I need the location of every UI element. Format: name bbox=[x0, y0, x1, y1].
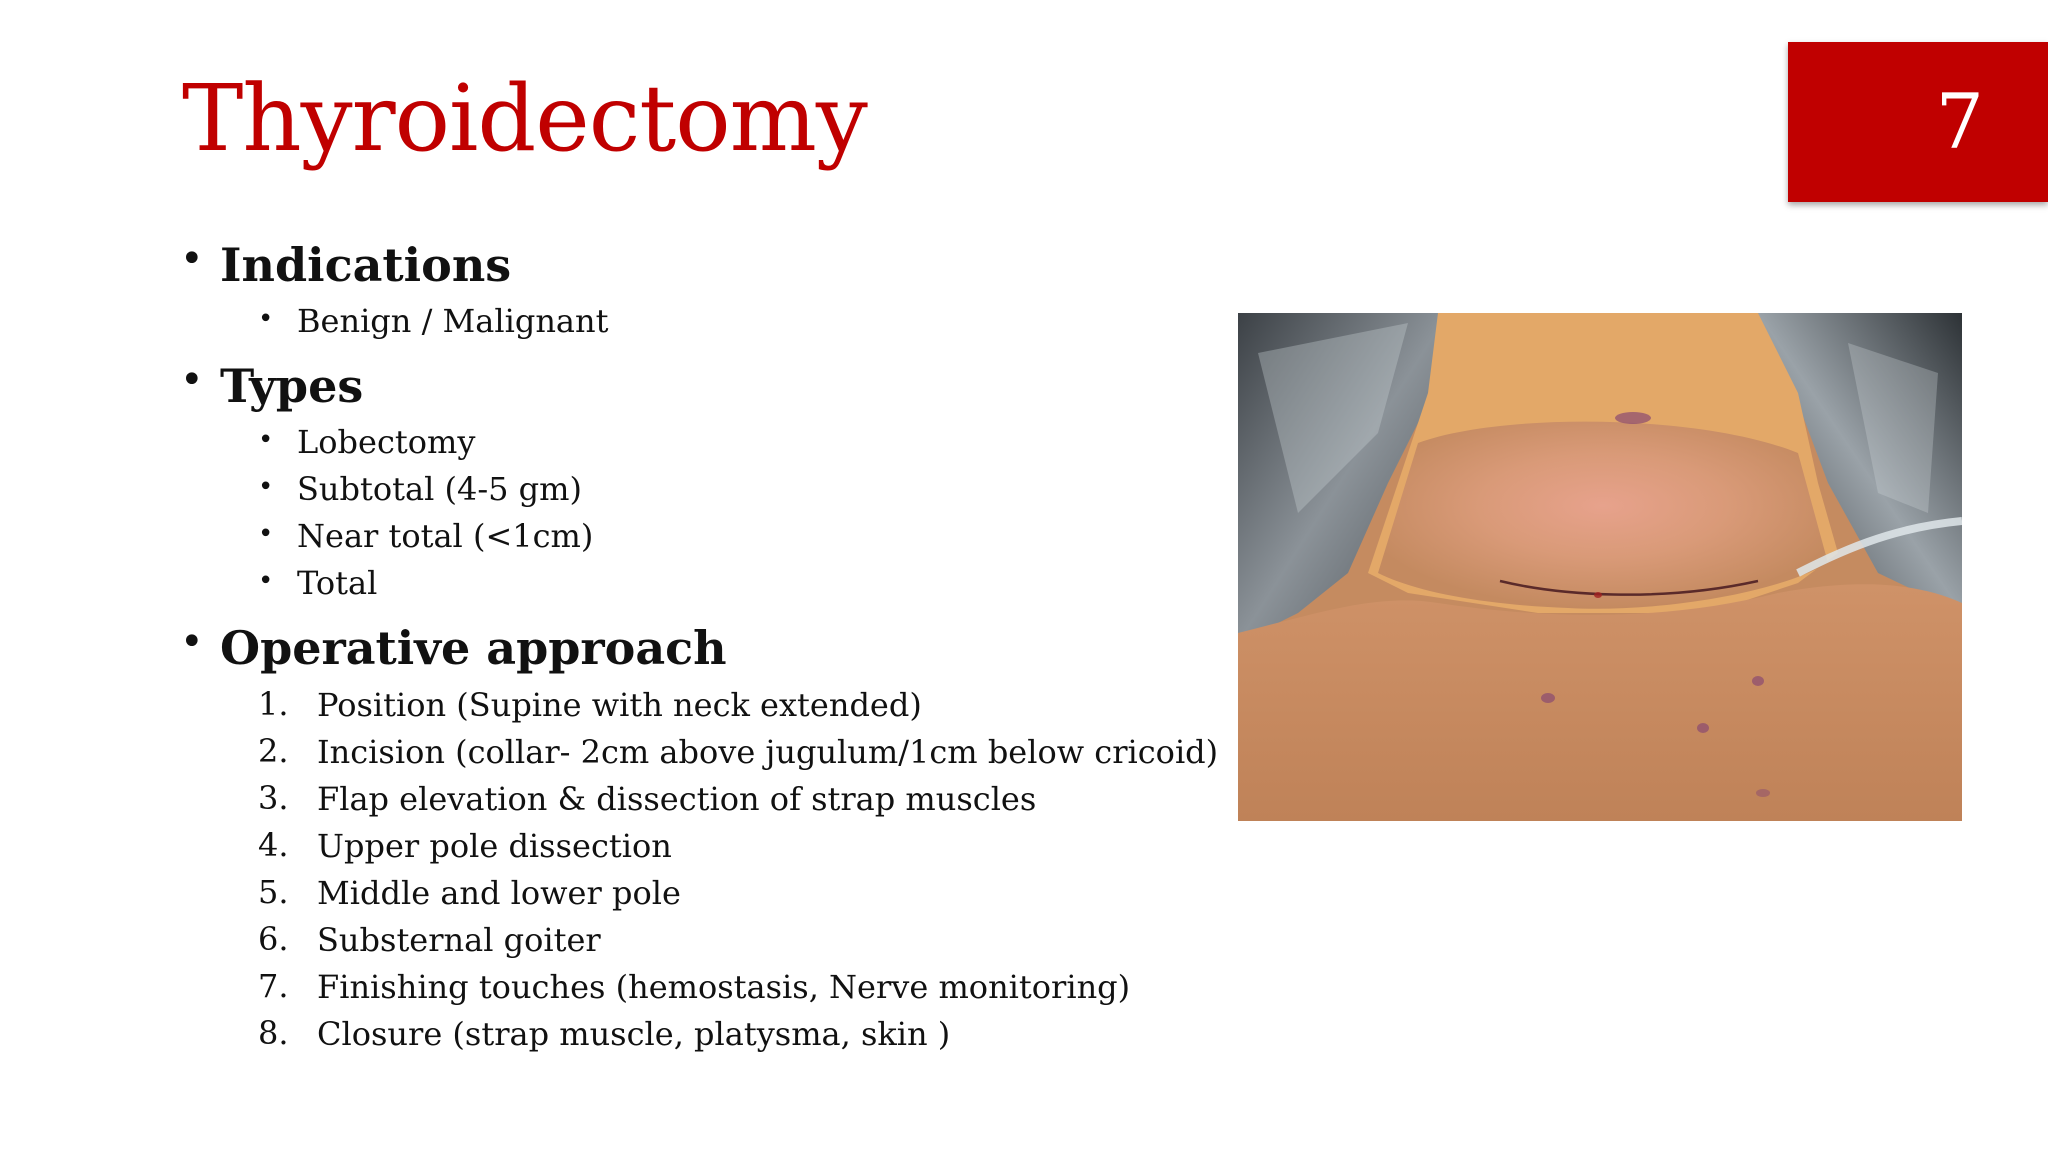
numbered-item bbox=[180, 963, 1267, 1010]
numbered-item bbox=[180, 822, 1267, 869]
numbered-list bbox=[180, 681, 1219, 1057]
marker-dot bbox=[1594, 592, 1602, 598]
item-text: Flap elevation & dissection of strap muscles bbox=[317, 780, 1037, 818]
item-number: 8. bbox=[258, 1014, 289, 1052]
section-heading bbox=[180, 232, 1180, 298]
section-indications bbox=[180, 232, 1180, 345]
list-item-text: Subtotal (4-5 gm) bbox=[297, 470, 582, 508]
list-item-text: Total bbox=[297, 564, 378, 602]
neck-skin bbox=[1378, 422, 1828, 609]
marker-dot bbox=[1752, 676, 1764, 686]
item-text: Upper pole dissection bbox=[317, 827, 672, 865]
bullet-icon: • bbox=[258, 472, 274, 502]
section-heading-text: Operative approach bbox=[220, 621, 727, 675]
item-number: 5. bbox=[258, 873, 289, 911]
numbered-item bbox=[180, 681, 1267, 728]
item-number: 6. bbox=[258, 920, 289, 958]
neck-incision-photo bbox=[1238, 313, 1962, 821]
list-item bbox=[180, 560, 1180, 607]
page-number-badge bbox=[1788, 42, 2048, 202]
chest-skin bbox=[1238, 584, 1962, 821]
bullet-icon: • bbox=[180, 619, 204, 665]
list-item-text: Benign / Malignant bbox=[297, 302, 609, 340]
sub-list bbox=[180, 419, 1180, 607]
marker-dot bbox=[1756, 789, 1770, 797]
bullet-icon: • bbox=[258, 566, 274, 596]
item-text: Finishing touches (hemostasis, Nerve monitoring) bbox=[317, 968, 1131, 1006]
marker-dot bbox=[1615, 412, 1651, 424]
bullet-icon: • bbox=[180, 357, 204, 403]
item-text: Substernal goiter bbox=[317, 921, 601, 959]
list-item bbox=[180, 466, 1180, 513]
sub-list bbox=[180, 298, 1180, 345]
bullet-icon: • bbox=[258, 304, 274, 334]
bullet-icon: • bbox=[180, 236, 204, 282]
section-heading bbox=[180, 353, 1180, 419]
list-item bbox=[180, 298, 1180, 345]
bullet-icon: • bbox=[258, 519, 274, 549]
list-item bbox=[180, 513, 1180, 560]
item-text: Incision (collar- 2cm above jugulum/1cm below cricoid) bbox=[317, 733, 1219, 771]
item-number: 1. bbox=[258, 685, 289, 723]
list-item bbox=[180, 419, 1180, 466]
marker-dot bbox=[1697, 723, 1709, 733]
section-types bbox=[180, 353, 1180, 607]
section-heading-text: Types bbox=[220, 359, 364, 413]
slide-title: Thyroidectomy bbox=[182, 65, 867, 172]
item-number: 7. bbox=[258, 967, 289, 1005]
list-item-text: Lobectomy bbox=[297, 423, 476, 461]
section-heading-text: Indications bbox=[220, 238, 512, 292]
page-number: 7 bbox=[1935, 77, 1984, 166]
item-text: Closure (strap muscle, platysma, skin ) bbox=[317, 1015, 951, 1053]
marker-dot bbox=[1541, 693, 1555, 703]
item-text: Middle and lower pole bbox=[317, 874, 681, 912]
section-heading bbox=[180, 615, 1180, 681]
item-number: 3. bbox=[258, 779, 289, 817]
list-item-text: Near total (<1cm) bbox=[297, 517, 594, 555]
item-text: Position (Supine with neck extended) bbox=[317, 686, 922, 724]
bullet-content bbox=[180, 232, 1219, 1057]
item-number: 4. bbox=[258, 826, 289, 864]
section-operative-approach bbox=[180, 615, 1219, 1057]
numbered-item bbox=[180, 869, 1267, 916]
numbered-item bbox=[180, 916, 1267, 963]
bullet-icon: • bbox=[258, 425, 274, 455]
numbered-item bbox=[180, 1010, 1267, 1057]
numbered-item bbox=[180, 728, 1267, 775]
item-number: 2. bbox=[258, 732, 289, 770]
numbered-item bbox=[180, 775, 1267, 822]
